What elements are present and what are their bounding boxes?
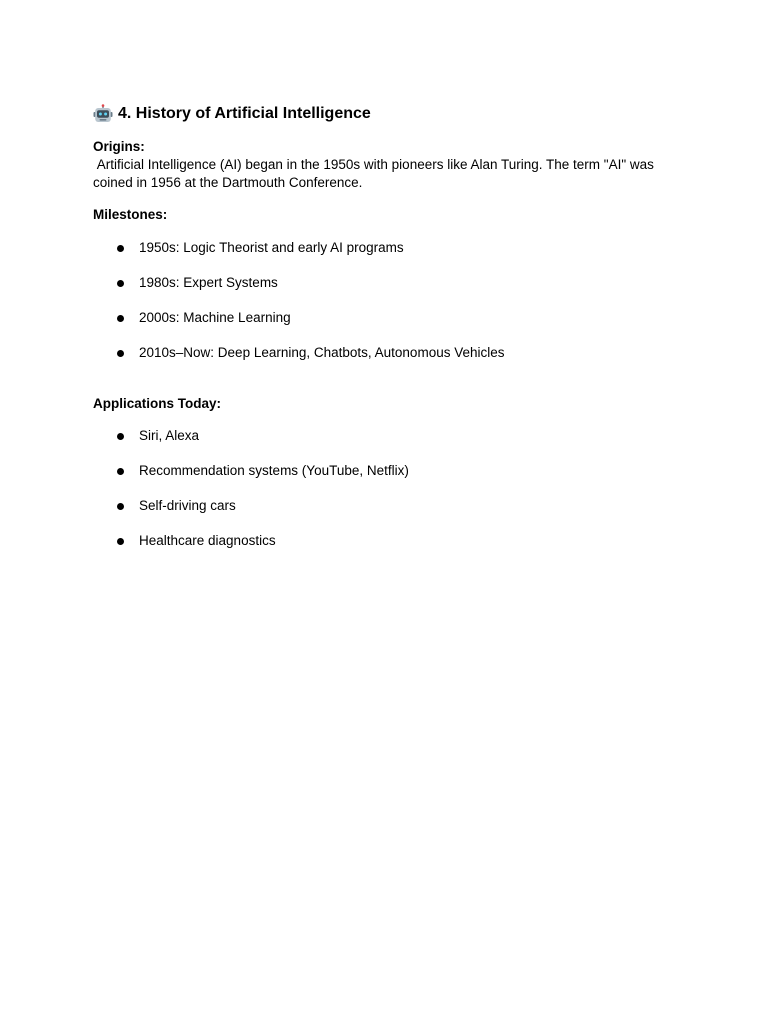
list-item-text: 2010s–Now: Deep Learning, Chatbots, Autonomous Vehicles	[139, 345, 505, 360]
bullet-icon	[117, 538, 124, 545]
bullet-icon	[117, 350, 124, 357]
list-item-text: Siri, Alexa	[139, 428, 200, 443]
document-content	[93, 102, 683, 550]
origins-label: Origins:	[93, 139, 145, 154]
list-item	[93, 344, 683, 362]
list-item-text: Self-driving cars	[139, 498, 236, 513]
milestones-label: Milestones:	[93, 207, 168, 222]
list-item-text: 2000s: Machine Learning	[139, 310, 291, 325]
list-item	[93, 427, 683, 445]
bullet-icon	[117, 245, 124, 252]
section-heading-text: 4. History of Artificial Intelligence	[118, 105, 371, 122]
list-item	[93, 309, 683, 327]
section-heading	[93, 102, 683, 126]
robot-face-icon	[93, 104, 113, 124]
list-item-text: Healthcare diagnostics	[139, 533, 276, 548]
milestones-list	[93, 239, 683, 362]
bullet-icon	[117, 280, 124, 287]
bullet-icon	[117, 503, 124, 510]
bullet-icon	[117, 468, 124, 475]
list-item	[93, 239, 683, 257]
bullet-icon	[117, 433, 124, 440]
list-item	[93, 497, 683, 515]
list-item-text: Recommendation systems (YouTube, Netflix)	[139, 463, 409, 478]
origins-paragraph: Artificial Intelligence (AI) began in the 1950s with pioneers like Alan Turing. The term "AI" was coined in 1956 at the Dartmouth Conference.	[93, 157, 658, 190]
list-item	[93, 532, 683, 550]
bullet-icon	[117, 315, 124, 322]
applications-label: Applications Today:	[93, 396, 222, 411]
list-item	[93, 274, 683, 292]
list-item	[93, 462, 683, 480]
applications-list	[93, 427, 683, 550]
list-item-text: 1980s: Expert Systems	[139, 275, 278, 290]
list-item-text: 1950s: Logic Theorist and early AI programs	[139, 240, 404, 255]
